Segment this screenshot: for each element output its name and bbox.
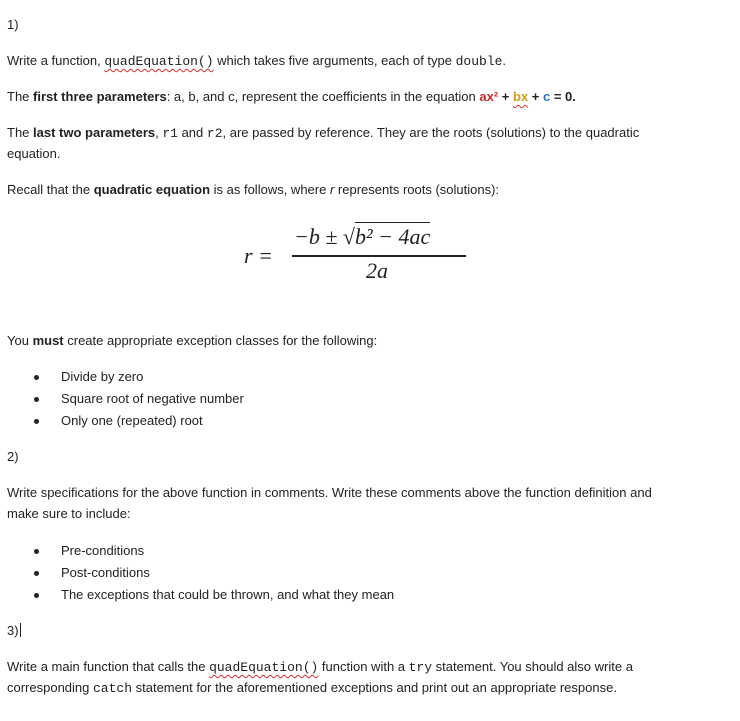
section-3-label: 3)	[7, 623, 19, 638]
var-r: r	[329, 182, 335, 197]
list-item: Only one (repeated) root	[61, 413, 203, 428]
bullet-dot	[34, 549, 39, 554]
bold-text: last two parameters	[33, 125, 156, 140]
radicand: b² − 4ac	[355, 224, 431, 249]
func-name: quadEquation()	[209, 660, 319, 675]
text: Recall that the	[7, 182, 94, 197]
formula-lhs: r =	[244, 243, 273, 268]
plus: +	[498, 89, 513, 104]
text-cursor	[20, 623, 21, 637]
list-item: Divide by zero	[61, 369, 144, 384]
text: You	[7, 333, 33, 348]
section-1-line-1	[7, 53, 506, 69]
section-1-line-3-wrap: equation.	[7, 146, 61, 161]
formula-numerator	[294, 224, 430, 250]
text: which takes five arguments, each of type	[213, 53, 456, 68]
text: : a, b, and c, represent the coefficients in the equation	[166, 89, 480, 104]
text: The	[7, 89, 34, 104]
func-name: quadEquation()	[104, 54, 214, 69]
must-line	[7, 333, 377, 348]
list-item: Pre-conditions	[61, 543, 145, 558]
text: corresponding	[7, 680, 93, 695]
coef-c: c	[543, 89, 551, 104]
section-1-line-2	[7, 89, 576, 104]
keyword-try: try	[408, 660, 433, 675]
section-3-line-1	[7, 659, 633, 675]
section-2-line-1: Write specifications for the above function in comments. Write these comments above the function definition and	[7, 485, 652, 500]
section-1-line-4	[7, 182, 499, 197]
list-item: Square root of negative number	[61, 391, 244, 406]
text: represents roots (solutions):	[334, 182, 500, 197]
bullet-dot	[34, 397, 39, 402]
keyword-catch: catch	[93, 681, 133, 696]
bullet-dot	[34, 571, 39, 576]
bullet-dot	[34, 419, 39, 424]
text: statement for the aforementioned exceptions and print out an appropriate response.	[132, 680, 617, 695]
coef-b: bx	[513, 89, 529, 104]
numerator-minus-b: −b ±	[294, 224, 343, 249]
bullet-dot	[34, 375, 39, 380]
coef-a: ax²	[479, 89, 499, 104]
equals-zero: = 0.	[550, 89, 576, 104]
section-1-line-3	[7, 125, 639, 141]
list-item: The exceptions that could be thrown, and what they mean	[61, 587, 395, 602]
section-2-line-2: make sure to include:	[7, 506, 131, 521]
text: and	[177, 125, 207, 140]
radical-sign: √	[342, 224, 355, 249]
bullet-dot	[34, 593, 39, 598]
bold-text: quadratic equation	[93, 182, 211, 197]
text: ,	[155, 125, 163, 140]
text: create appropriate exception classes for the following:	[63, 333, 378, 348]
text: The	[7, 125, 34, 140]
text: statement. You should also write a	[432, 659, 633, 674]
text: .	[502, 53, 507, 68]
text: is as follows, where	[210, 182, 330, 197]
section-1-number: 1)	[7, 17, 19, 32]
formula-denominator: 2a	[366, 258, 388, 283]
text: , are passed by reference. They are the roots (solutions) to the quadratic	[222, 125, 640, 140]
bold-text: must	[32, 333, 64, 348]
section-3-line-2	[7, 680, 617, 696]
param-r2: r2	[206, 126, 223, 141]
text: Write a function,	[7, 53, 105, 68]
plus: +	[528, 89, 543, 104]
param-r1: r1	[162, 126, 178, 141]
fraction-bar	[292, 255, 466, 257]
section-2-number: 2)	[7, 449, 19, 464]
text: function with a	[318, 659, 409, 674]
list-item: Post-conditions	[61, 565, 150, 580]
section-3-number[interactable]	[7, 623, 21, 638]
text: Write a main function that calls the	[7, 659, 210, 674]
bold-text: first three parameters	[33, 89, 167, 104]
type-name: double	[455, 54, 503, 69]
